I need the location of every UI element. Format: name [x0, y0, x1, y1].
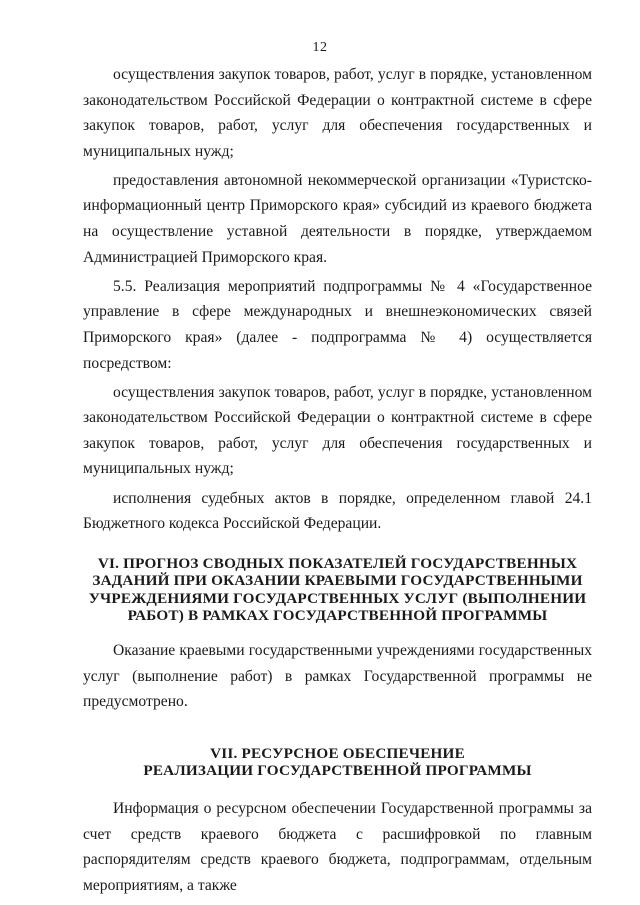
paragraph-procurement-1: осуществления закупок товаров, работ, услуг в порядке, установленном законодательством Российской Федерации о контрактной системе в сфере закупок товаров, работ, услуг для обеспечения государственных и муниципальных нужд;	[83, 66, 592, 160]
section-vi-paragraph: Оказание краевыми государственными учреждениями государственных услуг (выполнение работ) в рамках Государственной программы не предусмотрено.	[83, 642, 592, 711]
paragraph-court-acts: исполнения судебных актов в порядке, определенном главой 24.1 Бюджетного кодекса Российской Федерации.	[83, 489, 592, 533]
document-body	[83, 62, 592, 902]
section-vi-heading-line: ЗАДАНИЙ ПРИ ОКАЗАНИИ КРАЕВЫМИ ГОСУДАРСТВЕННЫМИ	[92, 572, 583, 590]
section-vii-heading-line: РЕАЛИЗАЦИИ ГОСУДАРСТВЕННОЙ ПРОГРАММЫ	[143, 762, 532, 780]
paragraph-subsidies: предоставления автономной некоммерческой организации «Туристско-информационный центр Приморского края» субсидий из краевого бюджета на осуществление уставной деятельности в порядке, утверждаемом Администрацией Приморского края.	[83, 171, 592, 266]
paragraph-5-5: 5.5. Реализация мероприятий подпрограммы № 4 «Государственное управление в сфере международных и внешнеэкономических связей Приморского края» (далее - подпрограмма № 4) осуществляется посредством:	[83, 277, 592, 372]
paragraph-procurement-2: осуществления закупок товаров, работ, услуг в порядке, установленном законодательством Российской Федерации о контрактной системе в сфере закупок товаров, работ, услуг для обеспечения государственных и муниципальных нужд;	[83, 383, 592, 478]
section-vi-heading	[83, 555, 592, 625]
section-vii-paragraph: Информация о ресурсном обеспечении Государственной программы за счет средств краевого бюджета с расшифровкой по главным распорядителям средств краевого бюджета, подпрограммам, отдельным мероприятиям, а также	[83, 800, 592, 894]
section-vii-heading	[83, 745, 592, 780]
section-vi-heading-line: РАБОТ) В РАМКАХ ГОСУДАРСТВЕННОЙ ПРОГРАММЫ	[127, 607, 548, 625]
page-number: 12	[312, 40, 328, 55]
section-vii-heading-line: VII. РЕСУРСНОЕ ОБЕСПЕЧЕНИЕ	[210, 744, 465, 762]
section-vi-heading-line: VI. ПРОГНОЗ СВОДНЫХ ПОКАЗАТЕЛЕЙ ГОСУДАРСТВЕННЫХ	[97, 554, 578, 572]
section-vi-heading-line: УЧРЕЖДЕНИЯМИ ГОСУДАРСТВЕННЫХ УСЛУГ (ВЫПОЛНЕНИИ	[88, 589, 587, 607]
